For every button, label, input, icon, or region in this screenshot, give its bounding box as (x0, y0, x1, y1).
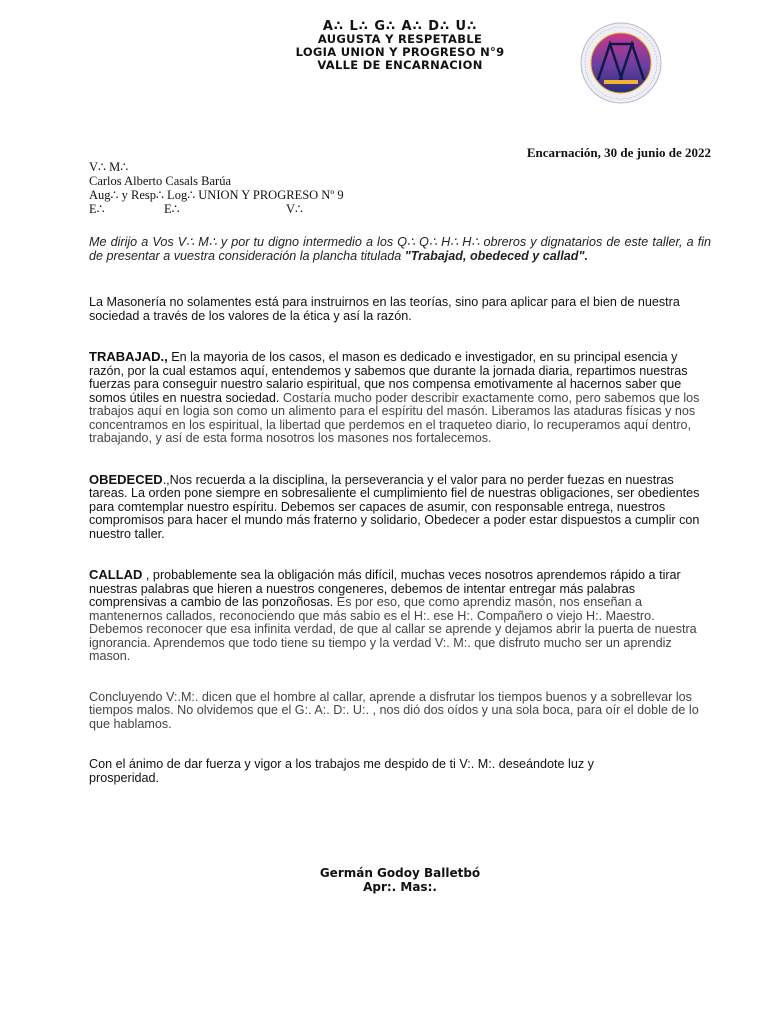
callad-heading: CALLAD (89, 567, 143, 582)
trabajad-grey-text: Costaría mucho poder describir exactamente como, pero sabemos que los trabajos aquí en logia son como un alimento para el espíritu del masón. Liberamos las ataduras físicas y nos concentramos en los espiritual, la libertad que perdemos en el traqueteo diario, lo recuperamos aquí dentro, trabajando, y así de esta forma nosotros los masones nos fortalecemos. (89, 390, 700, 445)
callad-text: , probablemente sea la obligación más difícil, muchas veces nosotros aprendemos rápido a tirar nuestras palabras que hieren a nuestros congeneres, debemos de intentar entregar más palabras comprensivas a cambio de las ponzoñosas. (89, 568, 681, 609)
lodge-seal-icon (580, 22, 662, 104)
letterhead-line-1: A∴ L∴ G∴ A∴ D∴ U∴ (322, 19, 478, 34)
paragraph-masoneria: La Masonería no solamentes está para instruirnos en las teorías, sino para aplicar para el bien de nuestra sociedad a través de los valores de la ética y así la razón. (89, 295, 680, 323)
letter-date: Encarnación, 30 de junio de 2022 (526, 145, 711, 160)
intro-text: Me dirijo a Vos V∴ M∴ y por tu digno intermedio a los Q∴ Q∴ H∴ H∴ obreros y dignatarios de este taller, a fin de presentar a vuestra consideración la plancha titulada (89, 235, 711, 263)
recipient-address (89, 160, 344, 216)
paragraph-trabajad (89, 350, 711, 446)
signature-title: Apr:. Mas:. (363, 880, 437, 894)
address-line-4-b: E∴ (164, 202, 180, 216)
paragraph-despedida: Con el ánimo de dar fuerza y vigor a los trabajos me despido de ti V:. M:. deseándote luz y prosperidad. (89, 757, 594, 785)
obedeced-heading: OBEDECED (89, 471, 163, 487)
paragraph-concluyendo: Concluyendo V:.M:. dicen que el hombre al callar, aprende a disfrutar los tiempos buenos y a sobrellevar los tiempos malos. No olvidemos que el G:. A:. D:. U:. , nos dió dos oídos y una sola boca, para oír el doble de lo que hablamos. (89, 689, 699, 731)
intro-paragraph (89, 236, 711, 263)
letter-body (89, 236, 711, 812)
letterhead-line-3: LOGIA UNION Y PROGRESO N°9 (295, 45, 505, 59)
letterhead-line-2: AUGUSTA Y RESPETABLE (317, 32, 483, 46)
paragraph-callad (89, 568, 711, 664)
address-line-2: Carlos Alberto Casals Barúa (89, 174, 231, 188)
address-line-1: V∴ M∴ (89, 160, 129, 174)
address-line-3: Aug∴ y Resp∴ Log∴ UNION Y PROGRESO Nº 9 (89, 188, 344, 202)
signature-name: Germán Godoy Balletbó (319, 866, 481, 880)
signature-block (250, 866, 550, 894)
obedeced-text: .,Nos recuerda a la disciplina, la perseverancia y el valor para no perder fuezas en nuestras tareas. La orden pone siempre en sobresaliente el cumplimiento fiel de nuestras obligaciones, ser obedientes para comtemplar nuestro espíritu. Debemos ser capaces de asumir, con responsable entrega, nuestros compromisos para hacer el mundo más fraterno y solidario, Obedecer a poder estar dispuestos a cumplir con nuestro taller. (89, 472, 700, 541)
trabajad-heading: TRABAJAD., (89, 349, 168, 364)
paragraph-obedeced (89, 473, 711, 542)
address-line-4-a: E∴ (89, 202, 105, 216)
letterhead-line-4: VALLE DE ENCARNACION (317, 58, 483, 72)
address-line-4-c: V∴ (286, 202, 303, 216)
letterhead (250, 20, 550, 72)
trabajad-text: En la mayoria de los casos, el mason es dedicado e investigador, en su principal esencia y razón, por la cual estamos aquí, entendemos y sabemos que durante la jornada diaria, repartimos nuestras fuerzas para conseguir nuestro salario espiritual, que nos compensa emotivamente al hacernos saber que somos útiles en nuestra sociedad. (89, 350, 688, 405)
callad-grey-text: Es por eso, que como aprendiz masón, nos enseñan a mantenernos callados, reconociendo que más sabio es el H:. ese H:. Compañero o viejo H:. Maestro. Debemos reconocer que esa infinita verdad, de que al callar se aprende y dejamos abrir la puerta de nuestra ignorancia. Aprendemos que todo tiene su tiempo y la verdad V:. M:. que disfruto mucho ser un aprendiz mason. (89, 595, 697, 663)
address-line-4 (89, 202, 344, 216)
intro-title: "Trabajad, obedeced y callad". (404, 248, 588, 263)
